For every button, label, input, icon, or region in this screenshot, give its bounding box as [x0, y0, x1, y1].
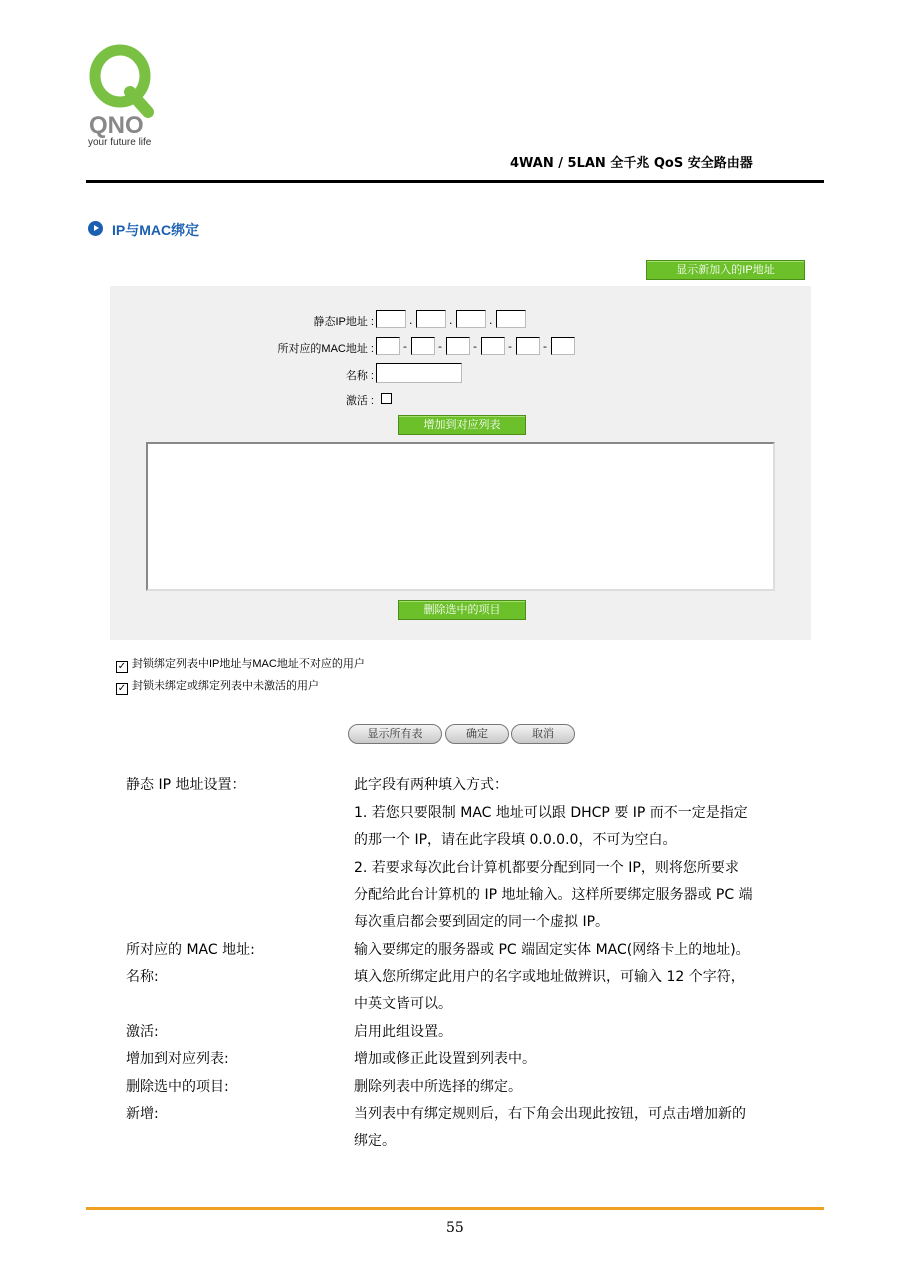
block-unbound-option[interactable] [116, 677, 319, 695]
desc-line: 当列表中有绑定规则后，右下角会出现此按钮，可点击增加新的 [354, 1106, 746, 1122]
desc-line: 中英文皆可以。 [354, 996, 452, 1012]
page-number: 55 [446, 1220, 464, 1236]
desc-line: 1. 若您只要限制 MAC 地址可以跟 DHCP 要 IP 而不一定是指定 [354, 805, 748, 821]
product-title: 4WAN / 5LAN 全千兆 QoS 安全路由器 [510, 156, 753, 171]
cancel-button[interactable]: 取消 [511, 724, 575, 744]
block-mismatch-checkbox[interactable]: ✓ [117, 661, 127, 672]
block-mismatch-label: 封锁绑定列表中IP地址与MAC地址不对应的用户 [132, 658, 365, 670]
desc-line: 的那一个 IP，请在此字段填 0.0.0.0，不可为空白。 [354, 832, 677, 848]
active-label: 激活 : [345, 395, 374, 407]
name-input[interactable] [376, 363, 462, 383]
mac-octet-3-input[interactable] [446, 337, 470, 355]
desc-line: 此字段有两种填入方式： [354, 777, 508, 793]
mac-separator: - [473, 340, 477, 353]
block-unbound-label: 封锁未绑定或绑定列表中未激活的用户 [132, 680, 319, 692]
mac-octet-4-input[interactable] [481, 337, 505, 355]
mac-octet-1-input[interactable] [376, 337, 400, 355]
mac-label: 所对应的MAC地址 : [277, 343, 374, 355]
ip-octet-1-input[interactable] [376, 310, 406, 328]
desc-term: 删除选中的项目: [126, 1079, 229, 1095]
logo-text: QNO [89, 112, 144, 139]
desc-line: 增加或修正此设置到列表中。 [354, 1051, 536, 1067]
desc-line: 分配给此台计算机的 IP 地址输入。这样所要绑定服务器或 PC 端 [354, 887, 753, 903]
ip-separator: . [449, 314, 453, 327]
desc-term: 所对应的 MAC 地址: [126, 942, 255, 958]
mac-separator: - [403, 340, 407, 353]
mac-separator: - [438, 340, 442, 353]
binding-list-box[interactable] [146, 442, 775, 591]
desc-line: 2. 若要求每次此台计算机都要分配到同一个 IP，则将您所要求 [354, 860, 739, 876]
header-divider [86, 180, 824, 183]
ip-octet-2-input[interactable] [416, 310, 446, 328]
show-new-ip-button[interactable]: 显示新加入的IP地址 [646, 260, 805, 280]
desc-line: 每次重启都会要到固定的同一个虚拟 IP。 [354, 914, 610, 930]
ok-button[interactable]: 确定 [445, 724, 509, 744]
desc-line: 绑定。 [354, 1133, 396, 1149]
section-title: IP与MAC绑定 [112, 222, 200, 238]
mac-octet-5-input[interactable] [516, 337, 540, 355]
desc-term: 名称: [126, 969, 159, 985]
qno-logo [86, 40, 186, 152]
ip-separator: . [489, 314, 493, 327]
desc-line: 填入您所绑定此用户的名字或地址做辨识，可输入 12 个字符， [354, 969, 745, 985]
tagline: your future life [88, 137, 152, 148]
block-unbound-checkbox[interactable]: ✓ [117, 683, 127, 694]
static-ip-label: 静态IP地址 : [313, 316, 374, 328]
desc-term: 激活: [126, 1024, 159, 1040]
block-mismatch-option[interactable] [116, 655, 365, 673]
delete-selected-button[interactable]: 删除选中的项目 [398, 600, 526, 620]
desc-term: 新增: [126, 1106, 159, 1122]
active-checkbox[interactable] [381, 393, 392, 404]
desc-line: 删除列表中所选择的绑定。 [354, 1079, 522, 1095]
desc-term: 静态 IP 地址设置： [126, 777, 246, 793]
mac-separator: - [543, 340, 547, 353]
play-bullet-icon [88, 221, 103, 236]
desc-line: 启用此组设置。 [354, 1024, 452, 1040]
mac-octet-6-input[interactable] [551, 337, 575, 355]
add-to-list-button[interactable]: 增加到对应列表 [398, 415, 526, 435]
ip-separator: . [409, 314, 413, 327]
footer-divider [86, 1207, 824, 1210]
ip-octet-3-input[interactable] [456, 310, 486, 328]
ip-octet-4-input[interactable] [496, 310, 526, 328]
mac-separator: - [508, 340, 512, 353]
desc-line: 输入要绑定的服务器或 PC 端固定实体 MAC(网络卡上的地址)。 [354, 942, 750, 958]
mac-octet-2-input[interactable] [411, 337, 435, 355]
desc-term: 增加到对应列表: [126, 1051, 229, 1067]
show-all-table-button[interactable]: 显示所有表 [348, 724, 442, 744]
name-label: 名称 : [345, 370, 374, 382]
